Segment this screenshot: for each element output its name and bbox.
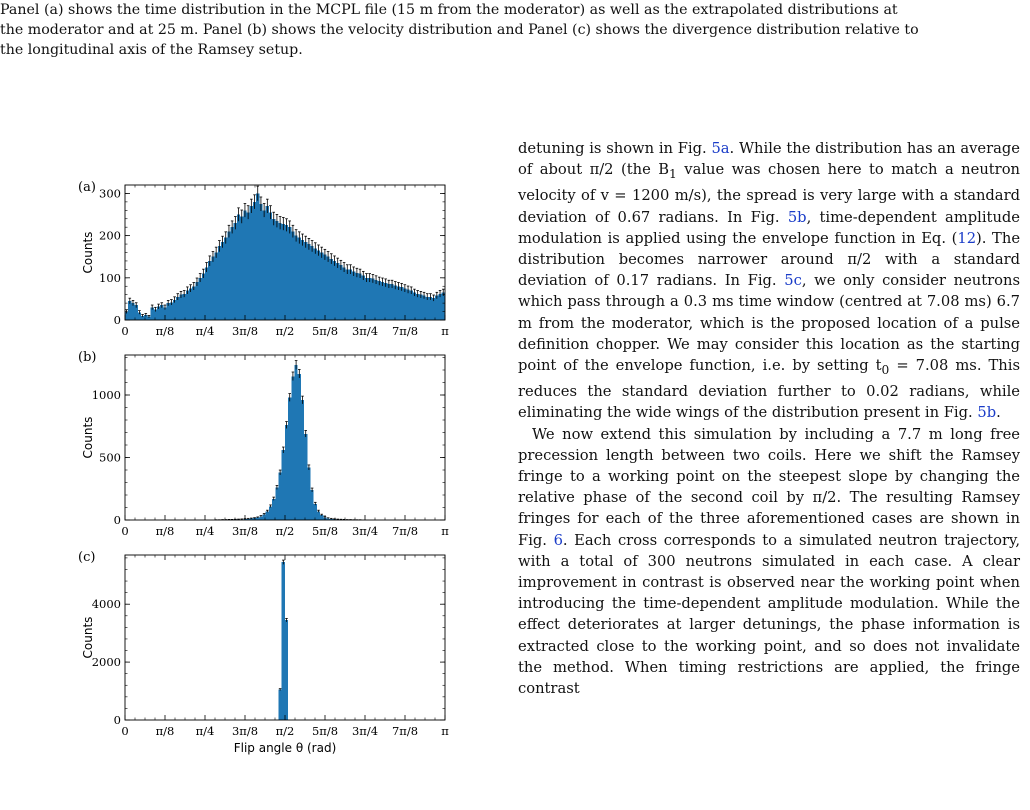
histogram-bar [295,365,298,520]
histogram-bar [298,374,301,520]
histogram-bar [317,250,320,320]
histogram-bar [336,263,339,320]
x-tick-label: π [441,324,449,338]
histogram-bar [215,253,218,321]
x-tick-label: 7π/8 [392,524,418,538]
x-tick-label: 0 [121,324,128,338]
y-axis-label: Counts [81,417,95,459]
histogram-bar [387,284,390,320]
x-tick-label: 3π/8 [232,324,258,338]
caption-line-2: the moderator and at 25 m. Panel (b) shows the velocity distribution and Panel (c) shows the divergence distribution relative to [0,20,1020,40]
histogram-bar [422,296,425,320]
histogram-bar [378,281,381,320]
histogram-bar [192,286,195,320]
histogram-bar [205,267,208,320]
histogram-bar [247,212,250,320]
panel-label: (a) [78,180,96,195]
histogram-bar [374,280,377,320]
x-tick-label: 7π/8 [392,324,418,338]
histogram-bar [298,238,301,320]
histogram-bar [381,282,384,320]
histogram-bar [224,238,227,320]
histogram-bar [435,296,438,320]
histogram-bar [371,279,374,320]
caption-line-3: the longitudinal axis of the Ramsey setup. [0,40,1020,60]
histogram-bar [426,297,429,320]
y-tick-label: 0 [114,713,121,727]
histogram-bar [291,376,294,520]
x-tick-label: 7π/8 [392,724,418,738]
x-tick-label: π [441,524,449,538]
x-tick-label: 3π/8 [232,524,258,538]
histogram-bar [176,297,179,320]
x-tick-label: π/2 [276,324,295,338]
histogram-bar [301,240,304,320]
x-tick-label: 3π/8 [232,724,258,738]
histogram-bar [282,224,285,320]
y-tick-label: 0 [114,513,121,527]
x-tick-label: π/8 [156,524,175,538]
histogram-bar [419,295,422,320]
histogram-bar [355,273,358,320]
y-tick-label: 300 [99,186,121,200]
histogram-bar [442,293,445,320]
histogram-bar [250,206,253,320]
histogram-bar [352,271,355,320]
histogram-bar [346,269,349,320]
histogram-bar [269,506,272,520]
panel-c [78,550,449,755]
histogram-bar [301,400,304,520]
histogram-bar [288,398,291,521]
histogram-bar [342,267,345,320]
y-tick-label: 4000 [92,597,121,611]
histogram-bar [237,215,240,320]
histogram-bar [202,274,205,320]
histogram-bar [218,246,221,320]
histogram-bar [231,227,234,320]
paragraph-2: We now extend this simulation by including a 7.7 m long free precession length between two coils. Here we shift the Ramsey fringe to a working point on the steepest slope by changing the relative phase of the second coil by π/2. The resulting Ramsey fringes for each of the three aforementioned cases are shown in Fig. 6. Each cross corresponds to a simulated neutron trajectory, with a total of 300 neutrons simulated in each case. A clear improvement in contrast is observed near the working point when introducing the time-dependent amplitude modulation. While the effect deteriorates at larger detunings, the phase information is extracted close to the working point, and so does not invalidate the method. When timing restrictions are applied, the fringe contrast [518,424,1020,700]
y-tick-label: 100 [99,271,121,285]
histogram-bar [266,206,269,320]
histogram-bar [330,259,333,320]
histogram-bar [349,269,352,320]
histogram-bar [365,278,368,320]
histogram-bar [307,244,310,320]
histogram-bar [400,287,403,320]
histogram-bar [358,274,361,320]
histogram-bar [227,231,230,320]
histogram-bar [295,236,298,320]
x-tick-label: 3π/4 [352,724,378,738]
x-tick-label: π/4 [196,324,215,338]
y-tick-label: 1000 [92,388,121,402]
histogram-bar [208,261,211,320]
x-tick-label: 3π/4 [352,324,378,338]
fig-ref-5b-second[interactable]: 5b [977,404,996,421]
histogram-bar [368,278,371,320]
histogram-bar [285,225,288,320]
x-tick-label: 0 [121,524,128,538]
histogram-bar [186,290,189,320]
panel-label: (b) [78,350,96,365]
histogram-bar [253,202,256,320]
histogram-bar [390,284,393,320]
histogram-bar [199,278,202,320]
panel-label: (c) [78,550,95,565]
histogram-bar [311,246,314,320]
histogram-bar [195,282,198,320]
histogram-bar [432,298,435,320]
histogram-bar [288,227,291,320]
histogram-bar [211,257,214,320]
histogram-bar [128,301,131,320]
histogram-bar [304,242,307,320]
caption-line-1: Panel (a) shows the time distribution in the MCPL file (15 m from the moderator) as well as the extrapolated distributions at [0,0,1020,20]
histogram-bar [272,499,275,520]
y-tick-label: 200 [99,229,121,243]
fig-ref-6[interactable]: 6 [554,532,563,549]
histogram-bar [410,290,413,320]
histogram-bar [323,255,326,320]
histogram-bar [384,283,387,320]
histogram-bar [362,276,365,320]
histogram-bar [311,490,314,520]
x-tick-label: π/2 [276,724,295,738]
x-tick-label: π/4 [196,724,215,738]
histogram-bar [317,511,320,520]
histogram-bar [339,265,342,320]
histogram-bar [282,450,285,520]
eq-ref-12[interactable]: 12 [957,230,976,247]
panel-b [78,350,449,538]
histogram-bar [282,562,285,720]
x-tick-label: π/4 [196,524,215,538]
histogram-bar [406,290,409,320]
histogram-bar [256,193,259,320]
histogram-bar [320,253,323,321]
histogram-bar [333,261,336,320]
x-axis-label: Flip angle θ (rad) [234,741,337,755]
histogram-bar [189,288,192,320]
histogram-bar [394,285,397,320]
y-tick-label: 2000 [92,655,121,669]
figure-caption [0,0,1020,60]
histogram-bar [275,488,278,521]
histogram-bar [269,212,272,320]
histogram-bar [243,210,246,320]
paragraph-1: detuning is shown in Fig. 5a. While the distribution has an average of about π/2 (the $B_1$ value was chosen here to match a neutron velocity of v = 1200 m/s), the spread is very large with a standard deviation of 0.67 radians. In Fig. 5b, time-dependent amplitude modulation is applied using the envelope function in Eq. (12). The distribution becomes narrower around π/2 with a standard deviation of 0.17 radians. In Fig. 5c, we only consider neutrons which pass through a 0.3 ms time window (centred at 7.08 ms) 6.7 m from the moderator, which is the proposed location of a pulse definition chopper. We may consider this location as the starting point of the envelope function, i.e. by setting $t_0 = 7.08$ ms. This reduces the standard deviation further to 0.02 radians, while eliminating the wide wings of the distribution present in Fig. 5b. [518,138,1020,424]
histogram-bar [279,690,282,720]
y-tick-label: 0 [114,313,121,327]
histogram-figure-svg [70,130,490,810]
histogram-bar [314,248,317,320]
histogram-bar [285,425,288,520]
fig-ref-5a[interactable]: 5a [711,140,729,157]
histogram-bar [259,204,262,320]
histogram-bar [173,300,176,320]
histogram-bar [413,293,416,320]
histogram-bar [279,223,282,320]
histogram-bar [285,620,288,720]
x-tick-label: 0 [121,724,128,738]
y-axis-label: Counts [81,232,95,274]
x-tick-label: 3π/4 [352,524,378,538]
histogram-bar [275,221,278,320]
fig-ref-5c[interactable]: 5c [784,272,802,289]
histogram-bar [291,231,294,320]
histogram-bar [326,257,329,320]
histogram-bar [397,286,400,320]
x-tick-label: π/8 [156,324,175,338]
fig-ref-5b[interactable]: 5b [788,209,807,226]
x-tick-label: π/2 [276,524,295,538]
x-tick-label: 5π/8 [312,524,338,538]
histogram-bar [221,242,224,320]
histogram-bar [304,434,307,520]
histogram-bar [240,217,243,320]
panel-a [78,180,449,338]
histogram-bar [179,295,182,320]
histogram-bar [429,297,432,320]
histogram-bar [266,511,269,520]
x-tick-label: 5π/8 [312,324,338,338]
histogram-bar [183,294,186,320]
histogram-bar [263,210,266,320]
histogram-bar [279,473,282,521]
histogram-bar [438,294,441,320]
body-text-column [518,138,1020,699]
x-tick-label: π [441,724,449,738]
histogram-figure [70,130,490,810]
histogram-bar [314,504,317,520]
histogram-bar [416,294,419,320]
histogram-bar [307,468,310,521]
y-axis-label: Counts [81,617,95,659]
histogram-bar [272,219,275,320]
y-tick-label: 500 [99,451,121,465]
x-tick-label: 5π/8 [312,724,338,738]
x-tick-label: π/8 [156,724,175,738]
histogram-bar [234,223,237,320]
